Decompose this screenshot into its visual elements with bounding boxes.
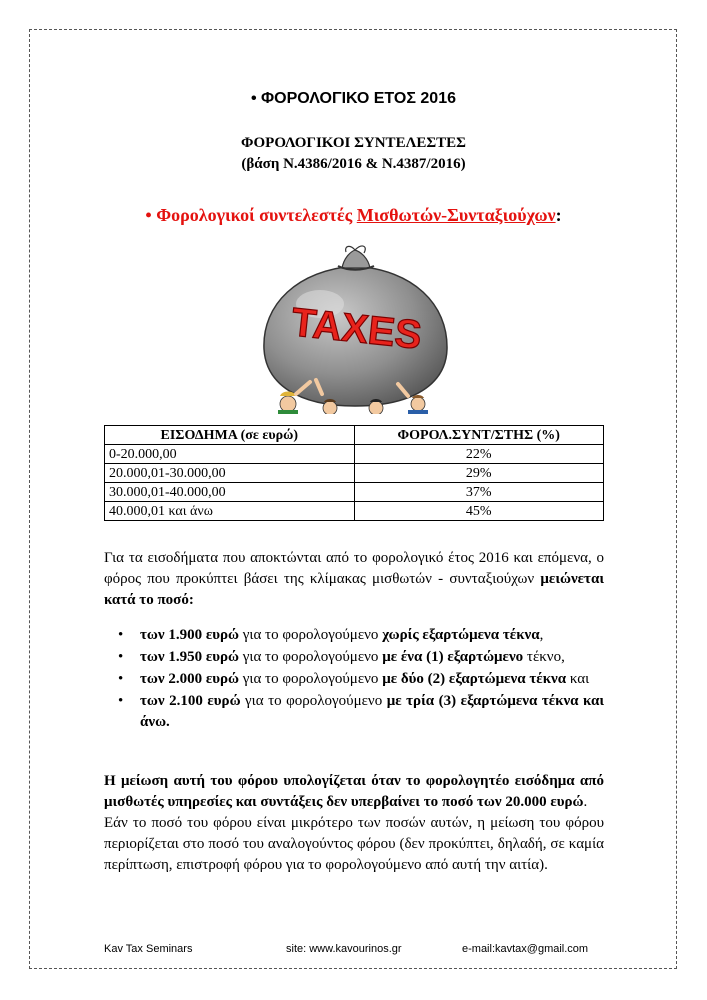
conclusion-text: Εάν το ποσό του φόρου είναι μικρότερο των ποσών αυτών, η μείωση του φόρου περιορίζεται στο ποσό του αναλογούντος φόρου (δεν προκύπτει, δηλαδή, σε καμία περίπτωση, επιστροφή φόρου για το φορολογούμενο από αυτή την αιτία). xyxy=(104,815,604,873)
bullet-amount: των 1.950 ευρώ xyxy=(140,649,240,665)
bullet-condition: με τρία (3) εξαρτώμενα τέκνα και άνω. xyxy=(140,693,604,730)
section-heading-underlined: Μισθωτών-Συνταξιούχων xyxy=(356,205,556,225)
bullet-condition: με ένα (1) εξαρτώμενο xyxy=(382,649,524,665)
bullet-icon: • xyxy=(118,671,124,687)
table-row xyxy=(105,483,604,502)
bullet-amount: των 2.000 ευρώ xyxy=(140,671,240,687)
table-row xyxy=(105,502,604,521)
bullet-text: για το φορολογούμενο xyxy=(239,671,383,687)
section-heading-suffix: : xyxy=(555,205,562,225)
bullet-amount: των 1.900 ευρώ xyxy=(140,627,240,643)
conclusion-dot: . xyxy=(583,794,588,810)
bullet-icon: • xyxy=(118,649,124,665)
reduction-list xyxy=(104,625,604,734)
subtitle-line-1: ΦΟΡΟΛΟΓΙΚΟΙ ΣΥΝΤΕΛΕΣΤΕΣ xyxy=(241,135,466,151)
intro-paragraph xyxy=(104,548,604,611)
bullet-tail: , xyxy=(539,627,544,643)
bullet-text: για το φορολογούμενο xyxy=(240,693,387,709)
rate-cell: 22% xyxy=(354,445,604,464)
taxes-label: TAXES xyxy=(289,300,424,358)
bullet-icon: • xyxy=(118,693,124,709)
conclusion-paragraph xyxy=(104,771,604,876)
list-item xyxy=(104,647,604,668)
bullet-tail: τέκνο, xyxy=(523,649,565,665)
table-row xyxy=(105,464,604,483)
footer-site-link[interactable]: site: www.kavourinos.gr xyxy=(286,943,402,955)
income-cell: 20.000,01-30.000,00 xyxy=(105,464,355,483)
footer-email-link[interactable]: e-mail:kavtax@gmail.com xyxy=(462,943,589,955)
table-header-row xyxy=(105,426,604,445)
income-cell: 0-20.000,00 xyxy=(105,445,355,464)
bullet-icon: • xyxy=(118,627,124,643)
subtitle-line-2: (βάση Ν.4386/2016 & Ν.4387/2016) xyxy=(241,156,466,172)
bullet-text: για το φορολογούμενο xyxy=(239,627,383,643)
rate-cell: 45% xyxy=(354,502,604,521)
section-heading xyxy=(0,205,707,226)
bullet-amount: των 2.100 ευρώ xyxy=(140,693,241,709)
bullet-text: για το φορολογούμενο xyxy=(239,649,383,665)
section-heading-prefix: • Φορολογικοί συντελεστές xyxy=(145,205,357,225)
footer-left: Kav Tax Seminars xyxy=(104,943,193,955)
bullet-condition: χωρίς εξαρτώμενα τέκνα xyxy=(382,627,540,643)
income-cell: 30.000,01-40.000,00 xyxy=(105,483,355,502)
list-item xyxy=(104,669,604,690)
column-header-rate: ΦΟΡΟΛ.ΣΥΝΤ/ΣΤΗΣ (%) xyxy=(354,426,604,445)
rate-cell: 37% xyxy=(354,483,604,502)
bullet-condition: με δύο (2) εξαρτώμενα τέκνα xyxy=(382,671,567,687)
list-item xyxy=(104,625,604,646)
taxes-bag-illustration xyxy=(258,244,453,414)
income-cell: 40.000,01 και άνω xyxy=(105,502,355,521)
column-header-income: ΕΙΣΟΔΗΜΑ (σε ευρώ) xyxy=(105,426,355,445)
table-row xyxy=(105,445,604,464)
intro-text: Για τα εισοδήματα που αποκτώνται από το φορολογικό έτος 2016 και επόμενα, ο φόρος που προκύπτει βάσει της κλίμακας μισθωτών - συνταξιούχων xyxy=(104,550,604,587)
intro-bold: μειώνεται κατά το ποσό: xyxy=(104,571,604,608)
rate-cell: 29% xyxy=(354,464,604,483)
bullet-tail: και xyxy=(566,671,590,687)
conclusion-bold: Η μείωση αυτή του φόρου υπολογίζεται όταν το φορολογητέο εισόδημα από μισθωτές υπηρεσίες και συντάξεις δεν υπερβαίνει το ποσό των 20.000 ευρώ xyxy=(104,773,604,810)
list-item xyxy=(104,691,604,733)
page-title: • ΦΟΡΟΛΟΓΙΚΟ ΕΤΟΣ 2016 xyxy=(250,90,456,107)
tax-rate-table xyxy=(104,425,604,521)
